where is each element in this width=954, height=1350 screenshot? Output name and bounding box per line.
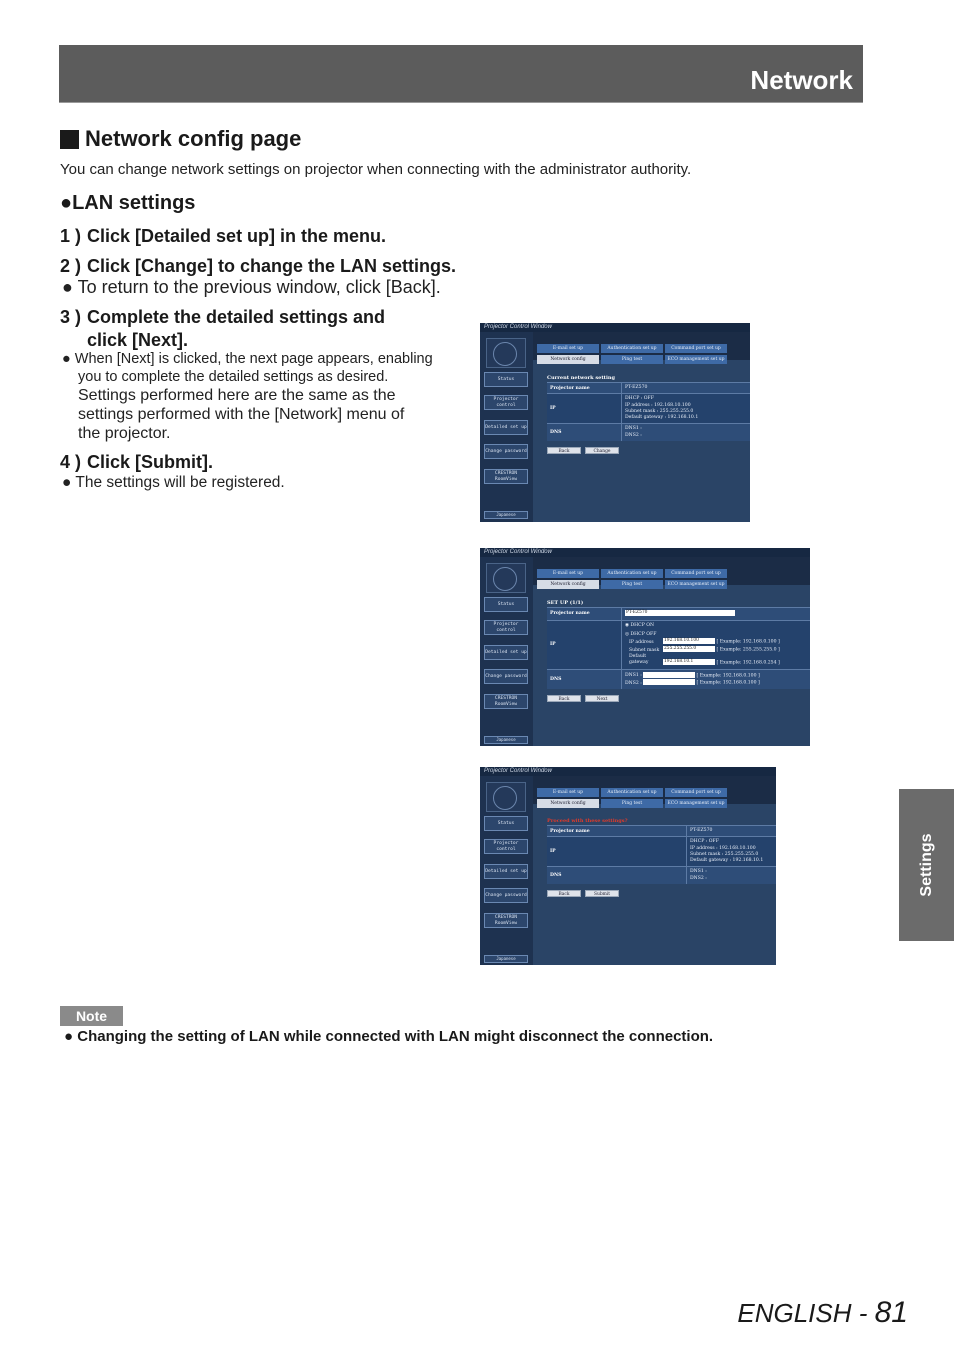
step-4: 4 ) Click [Submit]. [60, 452, 214, 472]
content [547, 374, 750, 454]
nav-japanese[interactable]: Japanese [484, 736, 528, 744]
nav-change-password[interactable]: Change password [484, 444, 528, 459]
window-title: Projector Control Window [480, 767, 776, 776]
square-bullet-icon [60, 130, 79, 149]
row-dns: DNS DNS1 : DNS2 : [547, 866, 776, 884]
main-panel [533, 332, 750, 522]
settings-side-tab [899, 789, 954, 941]
bullet-icon: ● [60, 192, 73, 214]
screenshot-confirm [480, 767, 776, 965]
row-projector-name: Projector name PT-EZ570 [547, 825, 776, 836]
nav-detailed-setup[interactable]: Detailed set up [484, 420, 528, 435]
default-gateway-input[interactable]: 192.168.10.1 [663, 659, 715, 665]
nav-crestron-roomview[interactable]: CRESTRON RoomView [484, 694, 528, 709]
nav-japanese[interactable]: Japanese [484, 955, 528, 963]
back-button[interactable]: Back [547, 695, 581, 702]
footer-language: ENGLISH - [737, 1298, 875, 1328]
content-title: SET UP (1/1) [547, 600, 584, 606]
step-1: 1 ) Click [Detailed set up] in the menu. [60, 226, 387, 246]
content [547, 817, 776, 897]
bullet-icon: ● [64, 1028, 78, 1045]
tab-bar [533, 776, 776, 804]
step-2-bullet: ● To return to the previous window, click [Back]. [62, 277, 441, 297]
step-2: 2 ) Click [Change] to change the LAN settings. [60, 256, 457, 276]
tab-bar [533, 557, 810, 585]
content-title: Current network setting [547, 375, 616, 381]
projector-logo-icon [486, 563, 526, 593]
chapter-header [59, 45, 863, 103]
next-button[interactable]: Next [585, 695, 619, 702]
row-ip: IP DHCP : OFF IP address : 192.168.10.100 Subnet mask : 255.255.255.0 Default gateway : 192.168.10.1 [547, 836, 776, 866]
step-3-bullet-line2: you to complete the detailed settings as desired. [78, 369, 389, 385]
projector-name-input[interactable]: PT-EZ570 [625, 610, 735, 616]
nav-change-password[interactable]: Change password [484, 888, 528, 903]
button-row [547, 890, 776, 897]
ip-address-input[interactable]: 192.168.10.100 [663, 638, 715, 644]
radio-dhcp-off-icon[interactable]: ◎ [625, 632, 630, 638]
row-projector-name: Projector name PT-EZ570 [547, 607, 810, 620]
nav-status[interactable]: Status [484, 372, 528, 387]
tab-eco-management[interactable]: ECO management set up [665, 580, 727, 589]
nav-crestron-roomview[interactable]: CRESTRON RoomView [484, 913, 528, 928]
tab-command-port-setup[interactable]: Command port set up [665, 344, 727, 353]
tab-ping-test[interactable]: Ping test [601, 580, 663, 589]
content [547, 599, 810, 702]
tab-authentication-setup[interactable]: Authentication set up [601, 569, 663, 578]
section-title: Network config page [85, 126, 302, 151]
step-3-extra-line3: the projector. [78, 425, 171, 442]
main-panel [533, 776, 776, 965]
tab-authentication-setup[interactable]: Authentication set up [601, 788, 663, 797]
step-3-extra-line2: settings performed with the [Network] menu of [78, 406, 405, 423]
change-button[interactable]: Change [585, 447, 619, 454]
subnet-mask-input[interactable]: 255.255.255.0 [663, 646, 715, 652]
note-label: Note [60, 1006, 123, 1026]
window-title: Projector Control Window [480, 548, 810, 557]
back-button[interactable]: Back [547, 890, 581, 897]
window-title: Projector Control Window [480, 323, 750, 332]
tab-bar [533, 332, 750, 360]
back-button[interactable]: Back [547, 447, 581, 454]
nav-change-password[interactable]: Change password [484, 669, 528, 684]
note-text: ● Changing the setting of LAN while connected with LAN might disconnect the connection. [64, 1028, 714, 1045]
nav-detailed-setup[interactable]: Detailed set up [484, 645, 528, 660]
step-3-bullet: ● When [Next] is clicked, the next page appears, enabling [62, 351, 433, 367]
nav-japanese[interactable]: Japanese [484, 511, 528, 519]
nav-projector-control[interactable]: Projector control [484, 395, 528, 410]
section-heading [60, 124, 301, 154]
step-3: 3 ) Complete the detailed settings and [60, 307, 386, 327]
tab-email-setup[interactable]: E-mail set up [537, 788, 599, 797]
tab-authentication-setup[interactable]: Authentication set up [601, 344, 663, 353]
bullet-icon: ● [62, 277, 78, 297]
nav-detailed-setup[interactable]: Detailed set up [484, 864, 528, 879]
submit-button[interactable]: Submit [585, 890, 619, 897]
row-dns: DNS DNS1 : [ Example: 192.168.0.100 ] DNS2 : [ Example: 192.168.0.100 ] [547, 669, 810, 690]
radio-dhcp-on-icon[interactable]: ◉ [625, 622, 630, 628]
button-row [547, 447, 750, 454]
lan-settings-title: ●LAN settings [60, 192, 196, 214]
side-menu [480, 557, 533, 746]
nav-projector-control[interactable]: Projector control [484, 839, 528, 854]
dns1-input[interactable] [643, 672, 695, 678]
tab-command-port-setup[interactable]: Command port set up [665, 788, 727, 797]
tab-email-setup[interactable]: E-mail set up [537, 569, 599, 578]
intro-text: You can change network settings on projector when connecting with the administrator authority. [60, 161, 692, 178]
dns2-input[interactable] [643, 679, 695, 685]
screenshot-current-network [480, 323, 750, 522]
tab-ping-test[interactable]: Ping test [601, 799, 663, 808]
row-ip: IP DHCP : OFF IP address : 192.168.10.100 Subnet mask : 255.255.255.0 Default gateway : 192.168.10.1 [547, 393, 750, 423]
tab-ping-test[interactable]: Ping test [601, 355, 663, 364]
tab-eco-management[interactable]: ECO management set up [665, 355, 727, 364]
page-footer [737, 1296, 908, 1330]
side-tab-label: Settings [917, 833, 935, 897]
side-menu [480, 332, 533, 522]
tab-network-config[interactable]: Network config [537, 580, 599, 589]
projector-logo-icon [486, 782, 526, 812]
bullet-icon: ● [62, 474, 76, 491]
nav-projector-control[interactable]: Projector control [484, 620, 528, 635]
confirm-title: Proceed with these settings? [547, 818, 628, 824]
page-number: 81 [874, 1296, 908, 1329]
step-3-extra-line1: Settings performed here are the same as the [78, 387, 396, 404]
row-dns: DNS DNS1 : DNS2 : [547, 423, 750, 441]
nav-crestron-roomview[interactable]: CRESTRON RoomView [484, 469, 528, 484]
main-panel [533, 557, 810, 746]
tab-eco-management[interactable]: ECO management set up [665, 799, 727, 808]
step-4-bullet: ● The settings will be registered. [62, 474, 285, 491]
tab-network-config[interactable]: Network config [537, 355, 599, 364]
nav-status[interactable]: Status [484, 597, 528, 612]
nav-status[interactable]: Status [484, 816, 528, 831]
row-projector-name: Projector name PT-EZ570 [547, 382, 750, 393]
row-ip: IP ◉ DHCP ON ◎ DHCP OFF IP address 192.168.10.100 [ Example: 192.168.0.100 ] Subnet mask 255.255.255.0 [ Example: 255.255.255.0 ] Default gateway 192.168.10.1 [ Example: 192.168.0.254 ] [547, 620, 810, 669]
side-menu [480, 776, 533, 965]
tab-email-setup[interactable]: E-mail set up [537, 344, 599, 353]
screenshot-setup [480, 548, 810, 746]
projector-logo-icon [486, 338, 526, 368]
button-row [547, 695, 810, 702]
tab-command-port-setup[interactable]: Command port set up [665, 569, 727, 578]
bullet-icon: ● [62, 351, 75, 367]
step-3-line2: click [Next]. [87, 330, 189, 350]
tab-network-config[interactable]: Network config [537, 799, 599, 808]
chapter-title: Network [750, 65, 853, 95]
